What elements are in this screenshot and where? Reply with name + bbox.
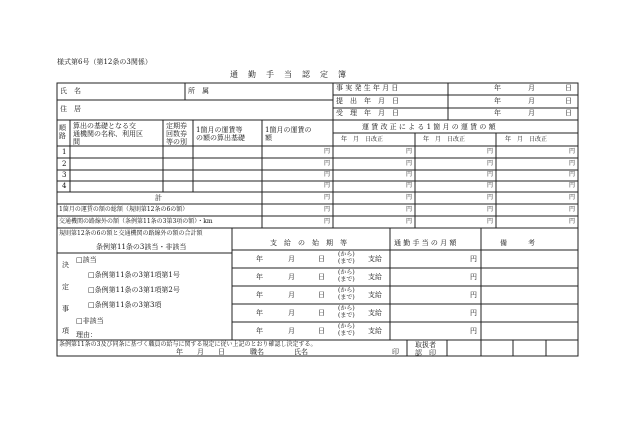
form-number: 様式第6号（第12条の3関係） (57, 58, 152, 66)
ticket-type-header: 定期券 回数券 等の別 (166, 122, 187, 146)
option-article-1-2[interactable]: □条例第11条の3第1項第2号 (88, 286, 180, 294)
fare-revision-header: 運 賃 改 正 に よ る 1 箇 月 の 運 賃 の 額 (362, 123, 496, 131)
yen-mark: 円 (487, 206, 494, 213)
yen-mark: 円 (569, 218, 576, 225)
combined-total-label: 規則第12条の6の額と交通機関の路線外の額の合計額 (59, 230, 203, 237)
pay-day: 日 (318, 291, 325, 299)
yen-mark: 円 (487, 194, 494, 201)
position-label: 職名 (250, 348, 264, 356)
applicability-title: 条例第11条の3該当・非該当 (96, 243, 187, 251)
pay-year: 年 (256, 309, 263, 317)
reason-label: 理由： (76, 331, 97, 339)
yen-mark: 円 (406, 148, 413, 155)
yen-mark: 円 (569, 160, 576, 167)
revision-col-1: 年 月 日改正 (341, 136, 384, 143)
off-route-amount-label: 交通機関の路線外の額（条例第11条の3第3項の額）・km (59, 218, 213, 225)
pay-year: 年 (256, 255, 263, 263)
yen-mark: 円 (406, 194, 413, 201)
yen-mark: 円 (324, 218, 331, 225)
yen-mark: 円 (406, 218, 413, 225)
yen-mark: 円 (406, 160, 413, 167)
yen-mark: 円 (324, 160, 331, 167)
approval-seal-label: 認 印 (415, 349, 436, 357)
monthly-fare-header: 1箇月の運賃の 額 (265, 126, 312, 142)
pay-month: 月 (288, 309, 295, 317)
yen-mark: 円 (324, 182, 331, 189)
decision-char-1: 決 (62, 261, 69, 269)
from-to: (から) (まで) (338, 287, 355, 301)
route-order-header: 順 路 (59, 124, 66, 140)
address-label: 住 居 (60, 105, 81, 113)
yen-mark: 円 (324, 171, 331, 178)
yen-mark: 円 (324, 148, 331, 155)
yen-mark: 円 (406, 171, 413, 178)
yen-mark: 円 (569, 206, 576, 213)
pay-day: 日 (318, 309, 325, 317)
pay-day: 日 (318, 327, 325, 335)
receipt-month: 月 (528, 109, 535, 117)
from-to: (から) (まで) (338, 269, 355, 283)
pay-label: 支給 (368, 273, 382, 281)
yen-mark: 円 (324, 194, 331, 201)
monthly-allowance-header: 通 勤 手 当 の 月 額 (394, 239, 457, 247)
yen-mark: 円 (487, 182, 494, 189)
transport-basis-header: 算出の基礎となる交 通機関の名称、利用区 間 (73, 122, 143, 146)
yen-mark: 円 (487, 160, 494, 167)
decision-char-3: 事 (62, 305, 69, 313)
yen-mark: 円 (487, 171, 494, 178)
option-not-applicable[interactable]: □非該当 (76, 317, 104, 325)
yen-mark: 円 (569, 194, 576, 201)
from-to: (から) (まで) (338, 251, 355, 265)
pay-label: 支給 (368, 309, 382, 317)
yen-mark: 円 (470, 255, 477, 263)
yen-mark: 円 (569, 182, 576, 189)
yen-mark: 円 (406, 206, 413, 213)
payment-start-header: 支 給 の 始 期 等 (270, 239, 347, 247)
submission-day: 日 (565, 97, 572, 105)
incident-date-label: 事 実 発 生 年 月 日 (336, 84, 399, 92)
seal-label: 印 (392, 348, 399, 356)
submission-month: 月 (528, 97, 535, 105)
remarks-header: 備 考 (500, 239, 535, 247)
option-applicable[interactable]: □該当 (76, 256, 97, 264)
calc-basis-header: 1箇月の運賃等 の額の算出基礎 (196, 126, 245, 142)
decision-char-4: 項 (62, 327, 69, 335)
name-label: 氏 名 (60, 87, 81, 95)
pay-label: 支給 (368, 255, 382, 263)
decision-char-2: 定 (62, 283, 69, 291)
confirmation-statement: 条例第11条の3及び同条に基づく職員の給与に関する規定に従い上記のとおり確認し決定する。 (59, 341, 317, 348)
pay-month: 月 (288, 291, 295, 299)
handler-label: 取扱者 (415, 341, 436, 349)
pay-label: 支給 (368, 327, 382, 335)
pay-day: 日 (318, 273, 325, 281)
row-number-3: 3 (62, 171, 67, 179)
pay-month: 月 (288, 273, 295, 281)
row-number-1: 1 (62, 148, 67, 156)
department-label: 所 属 (188, 87, 209, 95)
pay-year: 年 (256, 327, 263, 335)
pay-month: 月 (288, 255, 295, 263)
pay-day: 日 (318, 255, 325, 263)
pay-label: 支給 (368, 291, 382, 299)
yen-mark: 円 (470, 273, 477, 281)
yen-mark: 円 (470, 327, 477, 335)
receipt-year: 年 (494, 109, 501, 117)
yen-mark: 円 (569, 171, 576, 178)
from-to: (から) (まで) (338, 305, 355, 319)
from-to: (から) (まで) (338, 323, 355, 337)
yen-mark: 円 (324, 206, 331, 213)
row-number-2: 2 (62, 160, 67, 168)
receipt-date-label: 受 理 年 月 日 (336, 109, 399, 117)
pay-year: 年 (256, 273, 263, 281)
yen-mark: 円 (470, 309, 477, 317)
signer-name-label: 氏名 (294, 348, 308, 356)
form-title: 通 勤 手 当 認 定 簿 (230, 70, 347, 79)
yen-mark: 円 (487, 218, 494, 225)
pay-month: 月 (288, 327, 295, 335)
incident-month: 月 (528, 84, 535, 92)
incident-day: 日 (565, 84, 572, 92)
yen-mark: 円 (569, 148, 576, 155)
pay-year: 年 (256, 291, 263, 299)
confirm-date: 年 月 日 (176, 348, 225, 356)
submission-year: 年 (494, 97, 501, 105)
yen-mark: 円 (470, 291, 477, 299)
option-article-3[interactable]: □条例第11条の3第3項 (88, 301, 162, 309)
row-number-4: 4 (62, 182, 67, 190)
revision-col-3: 年 月 日改正 (505, 136, 548, 143)
yen-mark: 円 (406, 182, 413, 189)
sum-total-fare-label: 1箇月の運賃の額の総額（規則第12条の6の額） (59, 206, 189, 213)
total-label: 計 (155, 194, 162, 202)
receipt-day: 日 (565, 109, 572, 117)
revision-col-2: 年 月 日改正 (423, 136, 466, 143)
option-article-1-1[interactable]: □条例第11条の3第1項第1号 (88, 271, 180, 279)
incident-year: 年 (494, 84, 501, 92)
yen-mark: 円 (487, 148, 494, 155)
submission-date-label: 提 出 年 月 日 (336, 97, 399, 105)
